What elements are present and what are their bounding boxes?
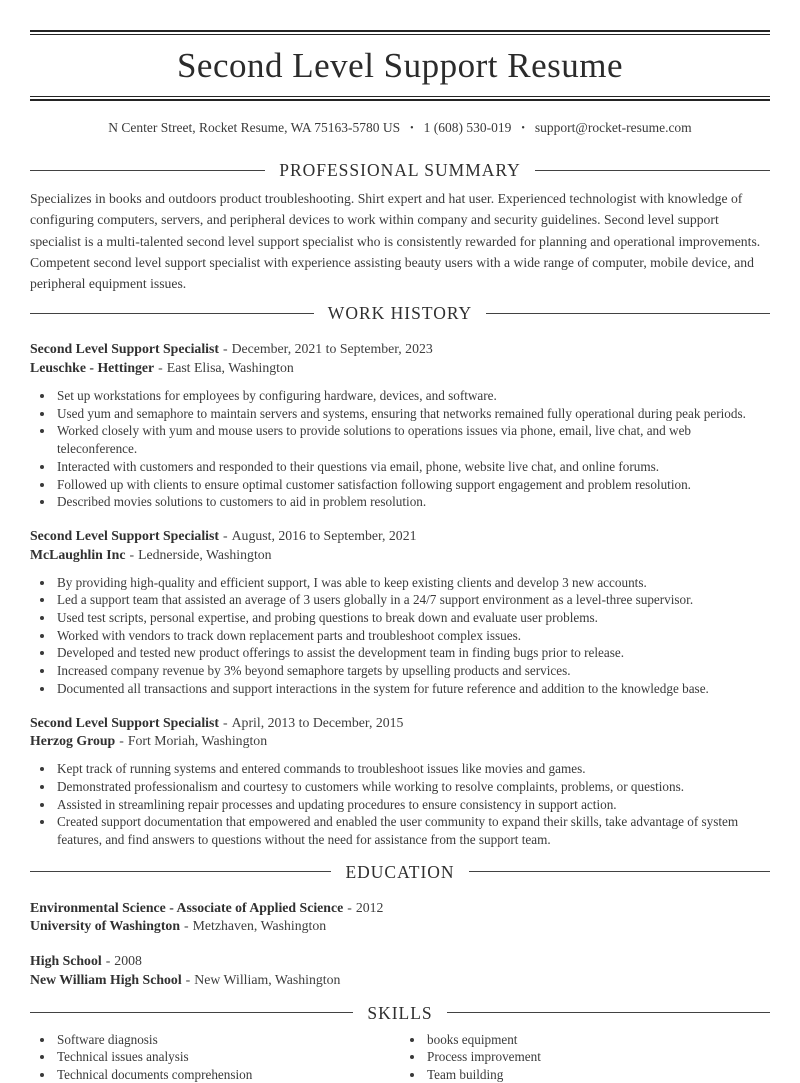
job-location: Fort Moriah, Washington (127, 733, 268, 749)
dash-separator: - (222, 528, 228, 543)
section-title: SKILLS (367, 1002, 433, 1023)
job-bullet-item: • Demonstrated professionalism and courtesy to customers while working to resolve complaints, problems, or questions. (55, 778, 770, 796)
school-location: New William, Washington (194, 972, 341, 988)
section-heading-skills (30, 1002, 770, 1024)
contact-phone: 1 (608) 530-019 (423, 120, 512, 135)
work-history-list (30, 340, 770, 848)
skills-list-left (30, 1031, 400, 1083)
education-entry (30, 952, 770, 990)
school-name: New William High School (30, 972, 182, 988)
job-bullet-list (30, 387, 770, 511)
job-company-line (30, 546, 770, 565)
job-bullet-item: • Documented all transactions and support interactions in the system for future reference and addition to the knowledge base. (55, 680, 770, 698)
summary-text: Specializes in books and outdoors product troubleshooting. Shirt expert and hat user. Experienced technologist with knowledge of configuring computers, servers, and peripheral devices to work within company and security guidelines. Second level support specialist is a multi-talented second level support specialist who is consistently rewarded for planning and operational improvements. Competent second level support specialist with experience assisting beauty users with a wide range of computer, mobile device, and peripheral equipment issues. (30, 191, 761, 292)
education-entry (30, 899, 770, 937)
skill-item: • Team building (425, 1066, 770, 1083)
job-bullet-item: • Described movies solutions to customers to aid in problem resolution. (55, 493, 770, 511)
job-title-line (30, 527, 770, 546)
job-company: Herzog Group (30, 733, 116, 749)
job-bullet-item: • Worked closely with yum and mouse users to provide solutions to operations issues via phone, email, live chat, and web teleconference. (55, 422, 770, 457)
skill-item: • Technical documents comprehension (55, 1066, 400, 1083)
job-bullet-item: • Kept track of running systems and entered commands to troubleshoot issues like movies and games. (55, 760, 770, 778)
page-title: Second Level Support Resume (176, 46, 624, 85)
job-title: Second Level Support Specialist (30, 341, 219, 357)
section-rule-left (30, 170, 265, 171)
job-bullet-item: • Assisted in streamlining repair processes and updating procedures to ensure consistency in support action. (55, 796, 770, 814)
contact-line (30, 119, 770, 137)
school-line (30, 971, 770, 990)
job-entry (30, 527, 770, 698)
job-title: Second Level Support Specialist (30, 528, 219, 543)
job-entry (30, 340, 770, 511)
graduation-year: 2008 (114, 953, 142, 969)
section-rule-left (30, 313, 314, 314)
section-heading-education (30, 861, 770, 883)
degree-name: High School (30, 953, 102, 969)
job-dates: December, 2021 to September, 2023 (231, 341, 433, 357)
contact-separator-icon: • (521, 123, 525, 134)
skill-item: • Software diagnosis (55, 1031, 400, 1049)
dash-separator: - (129, 546, 135, 562)
dash-separator: - (185, 972, 191, 988)
skills-column-left (30, 1031, 400, 1083)
contact-email: support@rocket-resume.com (534, 120, 692, 135)
job-bullet-item: • By providing high-quality and efficient support, I was able to keep existing clients and develop 3 new accounts. (55, 574, 770, 592)
dash-separator: - (105, 953, 111, 969)
dash-separator: - (222, 341, 228, 357)
job-bullet-item: • Created support documentation that empowered and enabled the user community to expand their skills, take advantage of system features, and find answers to questions without the need for assistance from the support team. (55, 813, 770, 848)
section-rule-right (535, 170, 770, 171)
section-title: WORK HISTORY (327, 303, 473, 324)
section-title: EDUCATION (345, 861, 455, 882)
job-bullet-list (30, 574, 770, 698)
header-double-rule-bottom (30, 96, 770, 101)
job-title-line (30, 714, 770, 733)
dash-separator: - (158, 360, 163, 376)
job-company: McLaughlin Inc (30, 546, 126, 562)
job-company-line (30, 732, 770, 751)
job-bullet-item: • Used test scripts, personal expertise, and probing questions to break down and evaluate user problems. (55, 609, 770, 627)
job-title: Second Level Support Specialist (30, 714, 219, 730)
skills-list-right (400, 1031, 770, 1083)
section-rule-right (447, 1012, 770, 1013)
job-bullet-list (30, 760, 770, 849)
job-bullet-item: • Used yum and semaphore to maintain servers and systems, ensuring that networks remained fully operational during peak periods. (55, 405, 770, 423)
school-line (30, 917, 770, 936)
dash-separator: - (119, 733, 124, 749)
section-rule-left (30, 1012, 353, 1013)
skill-item: • Process improvement (425, 1048, 770, 1066)
degree-line (30, 952, 770, 971)
skill-item: • Technical issues analysis (55, 1048, 400, 1066)
dash-separator: - (184, 918, 189, 934)
school-name: University of Washington (30, 918, 181, 934)
degree-name: Environmental Science - Associate of Applied Science (30, 899, 344, 915)
job-company: Leuschke - Hettinger (30, 360, 155, 376)
education-list (30, 899, 770, 990)
job-bullet-item: • Led a support team that assisted an average of 3 users globally in a 24/7 support environment as a level-three supervisor. (55, 591, 770, 609)
section-title: PROFESSIONAL SUMMARY (279, 160, 521, 180)
skills-columns (30, 1031, 770, 1083)
job-bullet-item: • Followed up with clients to ensure optimal customer satisfaction following support engagement and problem resolution. (55, 476, 770, 494)
dash-separator: - (222, 714, 228, 730)
section-rule-right (486, 313, 770, 314)
job-company-line (30, 359, 770, 378)
job-dates: April, 2013 to December, 2015 (231, 714, 404, 730)
header-double-rule-top (30, 30, 770, 35)
job-bullet-item: • Developed and tested new product offerings to assist the development team in finding bugs prior to release. (55, 644, 770, 662)
contact-address: N Center Street, Rocket Resume, WA 75163-5780 US (108, 120, 401, 135)
job-location: Lednerside, Washington (138, 546, 272, 562)
resume-page (0, 30, 800, 1082)
contact-separator-icon: • (410, 123, 414, 134)
job-dates: August, 2016 to September, 2021 (231, 528, 417, 543)
job-location: East Elisa, Washington (166, 360, 294, 376)
section-rule-right (469, 871, 770, 872)
job-entry (30, 714, 770, 849)
job-bullet-item: • Interacted with customers and responded to their questions via email, phone, website live chat, and online forums. (55, 458, 770, 476)
degree-line (30, 899, 770, 918)
job-title-line (30, 340, 770, 359)
job-bullet-item: • Set up workstations for employees by configuring hardware, devices, and software. (55, 387, 770, 405)
section-heading-work-history (30, 302, 770, 324)
section-heading-professional-summary (30, 159, 770, 181)
section-rule-left (30, 871, 331, 872)
graduation-year: 2012 (355, 899, 384, 915)
job-bullet-item: • Worked with vendors to track down replacement parts and troubleshoot complex issues. (55, 627, 770, 645)
skill-item: • books equipment (425, 1031, 770, 1049)
dash-separator: - (347, 899, 352, 915)
school-location: Metzhaven, Washington (192, 918, 327, 934)
skills-column-right (400, 1031, 770, 1083)
job-bullet-item: • Increased company revenue by 3% beyond semaphore targets by upselling products and services. (55, 662, 770, 680)
